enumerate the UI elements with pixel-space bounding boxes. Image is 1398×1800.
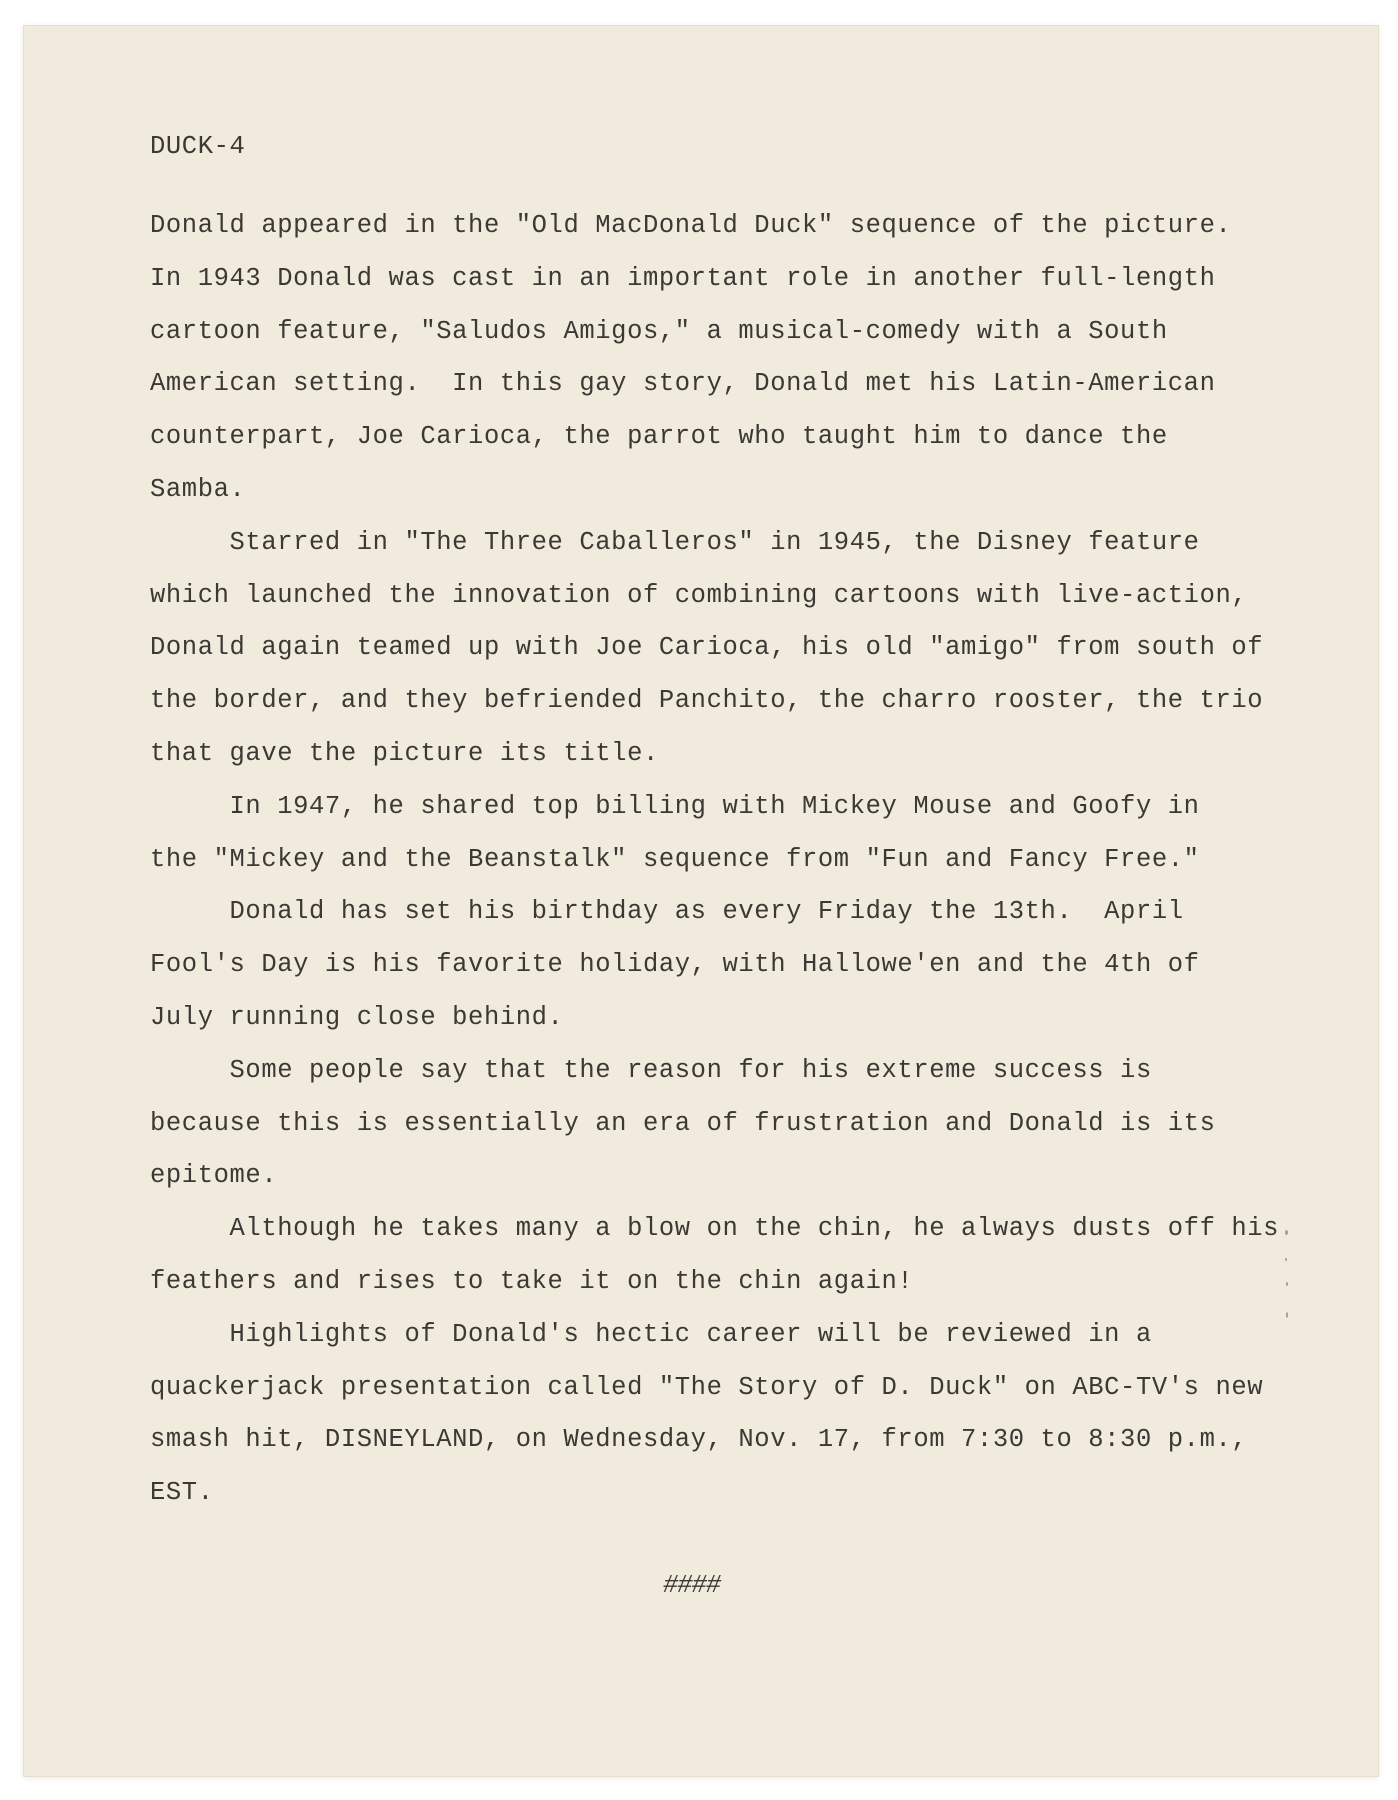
text-line: Donald appeared in the "Old MacDonald Duck" sequence of the picture.	[150, 211, 1232, 240]
text-line: Samba.	[150, 475, 246, 504]
end-mark: ####	[663, 1571, 721, 1600]
text-line: In 1943 Donald was cast in an important role in another full-length	[150, 263, 1216, 293]
text-line: the border, and they befriended Panchito, the charro rooster, the trio	[150, 686, 1264, 716]
text-line: In 1947, he shared top billing with Mickey Mouse and Goofy in	[150, 791, 1200, 821]
text-line: Fool's Day is his favorite holiday, with Hallowe'en and the 4th of	[150, 950, 1200, 980]
text-line: because this is essentially an era of frustration and Donald is its	[150, 1108, 1216, 1138]
text-line: quackerjack presentation called "The Story of D. Duck" on ABC-TV's new	[150, 1372, 1264, 1402]
paper-speck	[1285, 1258, 1287, 1261]
text-line: that gave the picture its title.	[150, 739, 659, 768]
text-line: feathers and rises to take it on the chin again!	[150, 1267, 914, 1296]
text-line: counterpart, Joe Carioca, the parrot who taught him to dance the	[150, 422, 1168, 452]
text-line: Starred in "The Three Caballeros" in 1945, the Disney feature	[150, 527, 1200, 557]
paper-speck	[1286, 1312, 1288, 1318]
text-line: Donald again teamed up with Joe Carioca, his old "amigo" from south of	[150, 633, 1264, 663]
paper-speck	[1285, 1230, 1288, 1235]
text-line: Highlights of Donald's hectic career will be reviewed in a	[150, 1319, 1152, 1349]
text-line: epitome.	[150, 1161, 278, 1191]
paper-speck	[1286, 1282, 1288, 1286]
text-line: American setting. In this gay story, Donald met his Latin-American	[150, 369, 1216, 399]
text-line: Some people say that the reason for his extreme success is	[150, 1055, 1152, 1085]
text-line: the "Mickey and the Beanstalk" sequence from "Fun and Fancy Free."	[150, 844, 1200, 874]
text-line: Although he takes many a blow on the chin, he always dusts off his	[150, 1214, 1280, 1244]
text-line: EST.	[150, 1478, 214, 1508]
text-line: which launched the innovation of combining cartoons with live-action,	[150, 580, 1248, 610]
page-header: DUCK-4	[150, 132, 246, 161]
text-line: July running close behind.	[150, 1003, 564, 1032]
text-line: Donald has set his birthday as every Friday the 13th. April	[150, 897, 1184, 927]
text-line: cartoon feature, "Saludos Amigos," a musical-comedy with a South	[150, 316, 1168, 346]
text-line: smash hit, DISNEYLAND, on Wednesday, Nov. 17, from 7:30 to 8:30 p.m.,	[150, 1425, 1248, 1455]
